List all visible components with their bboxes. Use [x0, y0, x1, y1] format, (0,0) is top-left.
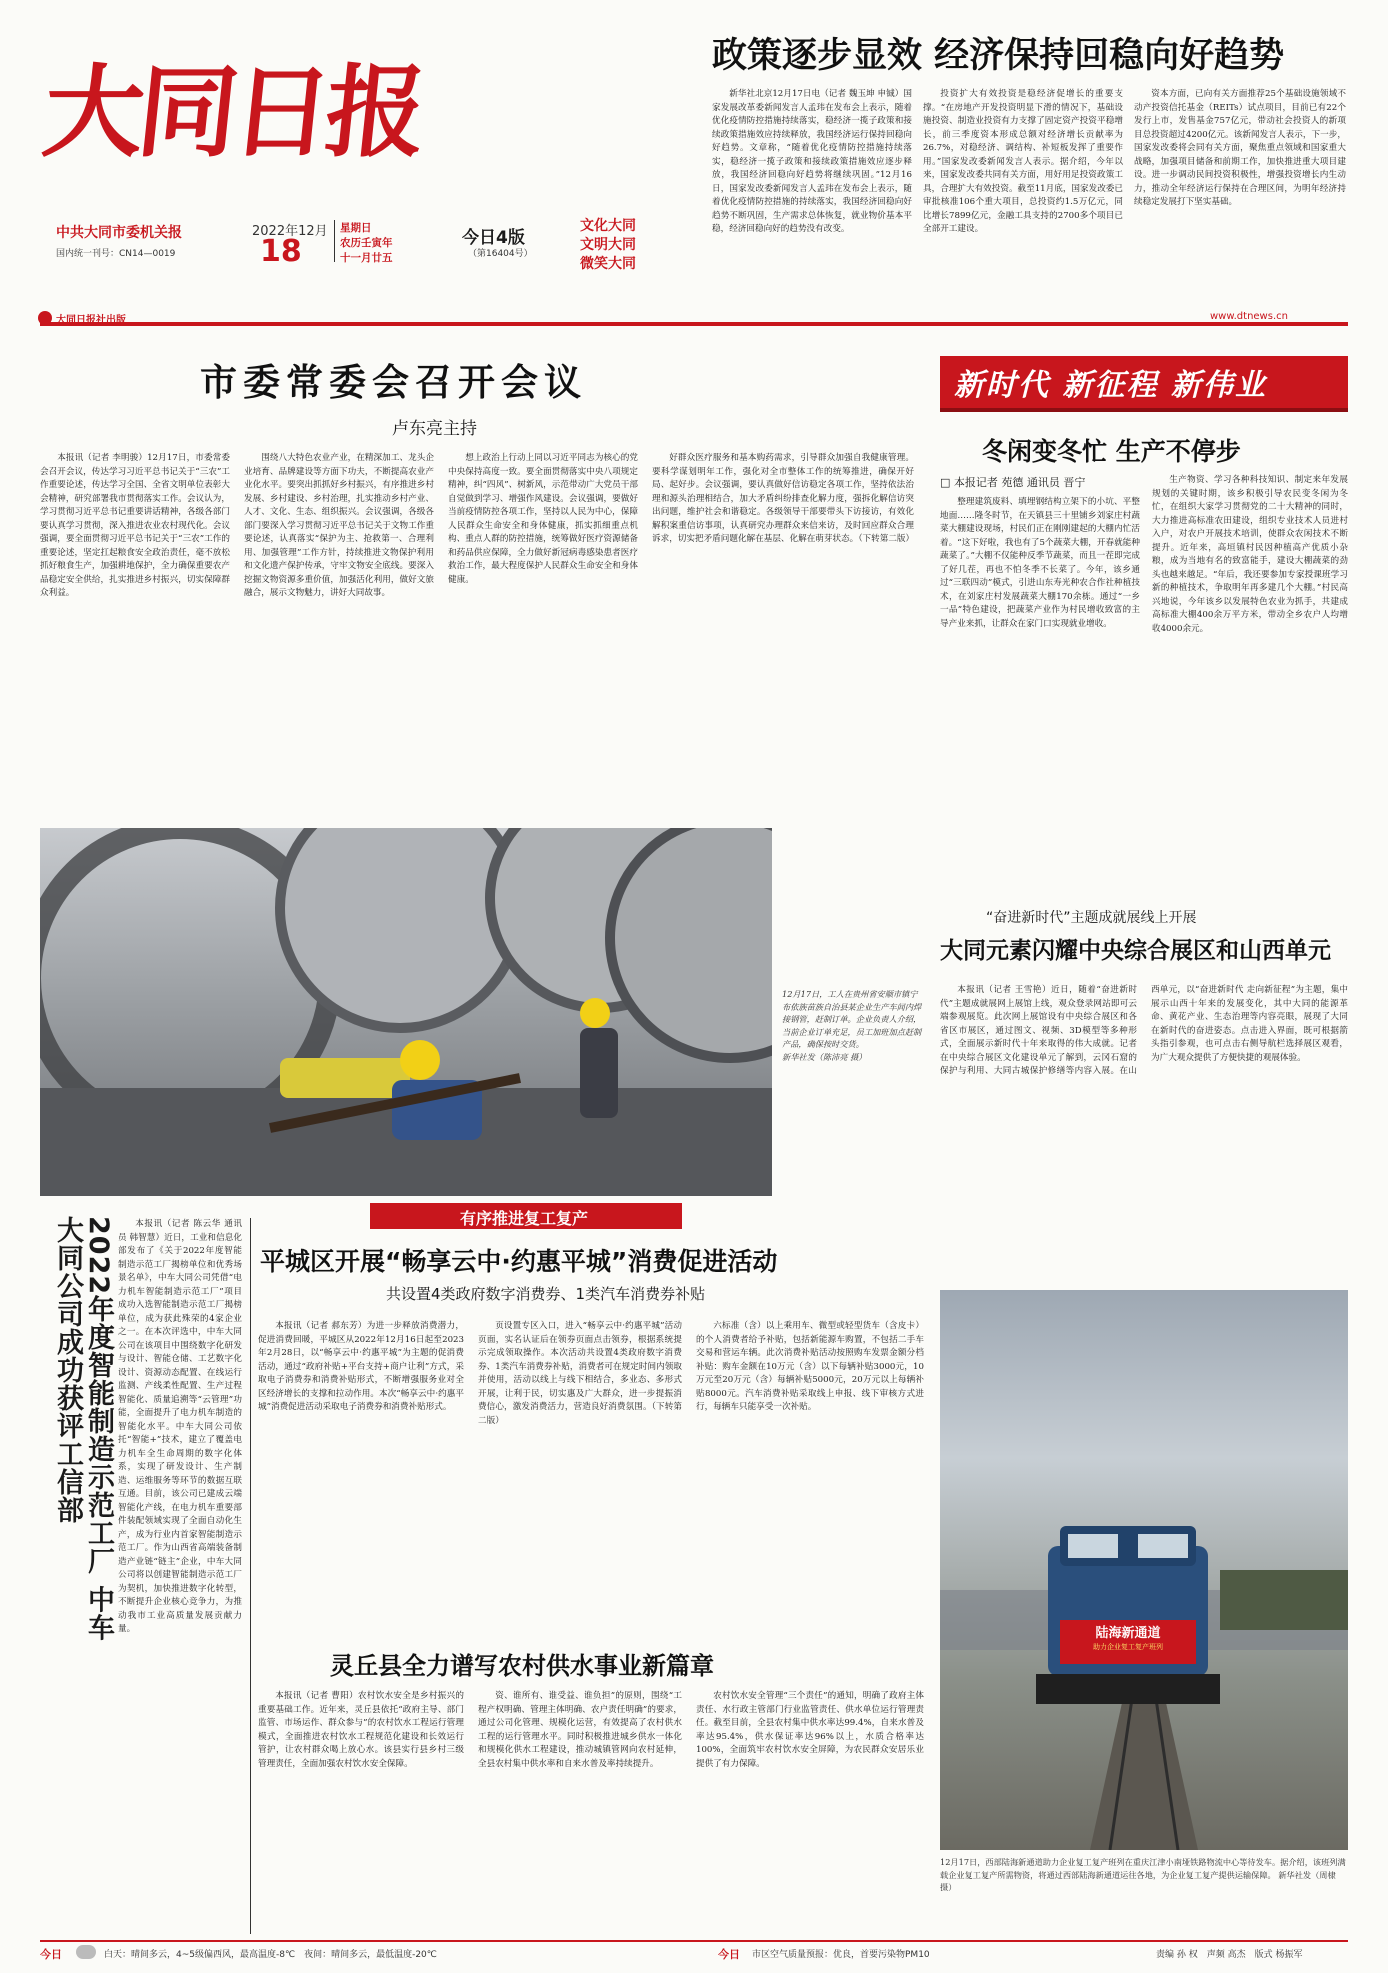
lead-col-2: [923, 88, 1123, 306]
meeting-col-1: [40, 452, 230, 806]
lead-col-3-text: 资本方面，已向有关方面推荐25个基础设施领域不动产投资信托基金（REITs）试点项目，目前已有22个发行上市，发售基金757亿元，带动社会投资人的新项目总投资超过4200亿元。该新闻发言人表示，下一步，国家发改委将会同有关方面，聚焦重点领域和国家重大战略，加强项目储备和前期工作，加快推进重大项目建设。进一步调动民间投资积极性，增强投资增长内生动力，推动全年经济运行保持在合理区间，为明年经济持续稳定发展打下坚实基础。: [1134, 89, 1346, 207]
today-pages: 今日4版: [462, 228, 525, 248]
water-col-2-text: 资、谁所有、谁受益、谁负担”的原则，围绕“工程产权明确、管理主体明确、农户责任明确”的要求，通过公司化管理、规模化运营，有效提高了农村供水工程的运行管理水平。同时积极推进城乡供水一体化和规模化供水工程建设，推动城镇管网向农村延伸，全县农村集中供水率和自来水普及率持续提升。: [478, 1691, 682, 1769]
winter-byline: □ 本报记者 苑德 通讯员 晋宁: [940, 476, 1086, 489]
masthead: [37, 20, 740, 320]
new-era-banner-text: 新时代 新征程 新伟业: [954, 368, 1267, 403]
award-divider: [250, 1218, 251, 1934]
exhibit-body: [940, 984, 1348, 1256]
restart-headline: 平城区开展“畅享云中·约惠平城”消费促进活动: [260, 1247, 778, 1276]
slogan-smile: 微笑大同: [580, 256, 636, 272]
new-era-banner: [940, 356, 1348, 412]
lead-headline: 政策逐步显效 经济保持回稳向好趋势: [712, 36, 1285, 76]
winter-col-1: [940, 496, 1140, 876]
factory-caption-text: 12月17日，工人在贵州省安顺市镇宁布依族苗族自治县某企业生产车间内焊接钢管，赶制订单。企业负责人介绍，当前企业订单充足，员工加班加点赶制产品，确保按时交货。: [782, 989, 922, 1049]
exhibit-kicker: “奋进新时代”主题成就展线上开展: [986, 910, 1197, 926]
train-caption-text: 12月17日，西部陆海新通道助力企业复工复产班列在重庆江津小南垭铁路物流中心等待发车。据介绍，该班列满载企业复工复产所需物资，将通过西部陆海新通道运往各地，为企业复工复产提供运输保障。: [940, 1857, 1346, 1880]
meeting-col-3-text: 想上政治上行动上同以习近平同志为核心的党中央保持高度一致。要全面贯彻落实中央八项规定精神，纠“四风”、树新风，示范带动广大党员干部自觉做到学习、增强作风建设。会议强调，要做好当前疫情防控各项工作，坚持以人民为中心，保障人民群众生命安全和身体健康，抓实抓细重点机构、重点人群的防控措施，统筹做好医疗资源储备和药品供应保障，全力做好新冠病毒感染患者医疗救治工作，最大程度保护人民群众生命安全和身体健康。: [448, 453, 638, 585]
date-day: 18: [260, 234, 302, 269]
publisher-logo-icon: [38, 311, 52, 325]
footer-air-label: 今日: [718, 1948, 740, 1961]
meeting-col-2: [244, 452, 434, 806]
exhibit-headline: 大同元素闪耀中央综合展区和山西单元: [940, 938, 1331, 964]
water-col-3: [696, 1690, 924, 1934]
weekday: 星期日: [340, 222, 372, 234]
factory-photo-caption: [782, 988, 924, 1198]
winter-headline: 冬闲变冬忙 生产不停步: [982, 437, 1241, 466]
masthead-bar: [40, 322, 1348, 326]
footer-air: 市区空气质量预报：优良，首要污染物PM10: [752, 1950, 930, 1960]
date-year-month: 2022年12月: [252, 224, 328, 239]
sponsor-label: 中共大同市委机关报: [56, 225, 182, 241]
water-col-1: [258, 1690, 464, 1934]
award-headline: 2022年度智能制造示范工厂 中车大同公司成功获评工信部: [52, 1216, 114, 1642]
lead-col-3: [1134, 88, 1346, 306]
factory-photo: [40, 828, 772, 1196]
lunar-day: 十一月廿五: [340, 252, 393, 264]
winter-col-2: [1152, 474, 1348, 876]
train-caption-credit: 新华社发（周棣 摄）: [940, 1869, 1336, 1892]
meeting-headline: 市委常委会召开会议: [200, 361, 587, 404]
meeting-col-2-text: 围绕八大特色农业产业，在精深加工、龙头企业培育、品牌建设等方面下功夫，不断提高农业产业化水平。要突出抓抓好乡村振兴，有序推进乡村发展、乡村建设、乡村治理，扎实推动乡村产业、人才、文化、生态、组织振兴。会议强调，各级各部门要深入学习贯彻习近平总书记关于文物工作重要论述，认真落实“保护为主、抢救第一、合理利用、加强管理”工作方针，持续推进文物保护利用和文化遗产保护传承，守牢文物安全底线。要深入挖掘文物资源多重价值，加强活化利用，做好文旅融合，展示文物魅力，讲好大同故事。: [244, 453, 434, 598]
issue-number: （第16404号）: [468, 249, 533, 259]
restart-col-1: [258, 1320, 464, 1620]
footer-staff: 责编 孙 权 声频 高杰 版式 杨振军: [1156, 1950, 1303, 1960]
meeting-col-4: [652, 452, 914, 806]
factory-photo-illustration: [40, 828, 772, 1196]
restart-col-3: [696, 1320, 924, 1620]
date-divider: [334, 220, 335, 262]
footer-weather-label: 今日: [40, 1948, 62, 1961]
train-sign-line1: 陆海新通道: [1095, 1626, 1161, 1641]
water-col-1-text: 本报讯（记者 曹阳）农村饮水安全是乡村振兴的重要基础工作。近年来，灵丘县依托“政府主导、部门监管、市场运作、群众参与”的农村饮水工程运行管理模式，全面推进农村饮水工程规范化建设和长效运行管护，让农村群众喝上放心水。该县实行县乡村三级管理责任，全面加强农村饮水安全保障。: [258, 1691, 464, 1769]
slogan-culture: 文化大同: [580, 218, 636, 234]
lunar-year: 农历壬寅年: [340, 237, 393, 249]
train-photo-caption: [940, 1856, 1348, 1932]
restart-col-3-text: 六标准（含）以上乘用车、微型或轻型货车（含皮卡）的个人消费者给予补贴，包括新能源车购置，不包括二手车交易和营运车辆。此次消费补贴活动按照购车发票金额分档补贴：购车金额在10万元（含）以下每辆补贴3000元，10万元至20万元（含）每辆补贴5000元，20万元以上每辆补贴8000元。汽车消费补贴采取线上申报、线下审核方式进行，每辆车只能享受一次补贴。: [696, 1321, 924, 1412]
newspaper-logo: 大同日报: [37, 53, 427, 171]
slogan-civilization: 文明大同: [580, 237, 636, 253]
meeting-col-3: [448, 452, 638, 806]
award-body: [118, 1218, 242, 1934]
lead-col-1: [712, 88, 912, 306]
meeting-subhead: 卢东亮主持: [392, 419, 477, 439]
restart-section-banner-text: 有序推进复工复产: [460, 1209, 589, 1228]
award-body-text: 本报讯（记者 陈云华 通讯员 韩智慧）近日，工业和信息化部发布了《关于2022年度智能制造示范工厂揭榜单位和优秀场景名单》，中车大同公司凭借“电力机车智能制造示范工厂”项目成功入选智能制造示范工厂揭榜单位，成为获此殊荣的4家企业之一。在本次评选中，中车大同公司在该项目中围绕数字化研发与设计、智能仓储、工艺数字化设计、资源动态配置、在线运行监测、产线柔性配置、生产过程智能化、质量追溯等“云管理”功能，全面提升了电力机车制造的智能化水平。中车大同公司依托“智能+”技术，建立了覆盖电力机车全生命周期的数字化体系，实现了研发设计、生产制造、运维服务等环节的数据互联互通。目前，该公司已建成云端智能化产线，在电力机车重要部件装配领域实现了全面自动化生产，成为行业内首家智能制造示范工厂。作为山西省高端装备制造产业链“链主”企业，中车大同公司将以创建智能制造示范工厂为契机，加快推进数字化转型，不断提升企业核心竞争力，为推动我市工业高质量发展贡献力量。: [118, 1219, 242, 1634]
footer-rule: [40, 1940, 1348, 1942]
publisher-label: 大同日报社出版: [56, 315, 126, 326]
meeting-col-4-text: 好群众医疗服务和基本购药需求，引导群众加强自我健康管理。要科学谋划明年工作，强化对全市整体工作的统筹推进，确保开好局、起好步。会议强调，要认真做好信访稳定各项工作，坚持依法治理和源头治理相结合，加大矛盾纠纷排查化解力度，强拆化解信访突出问题，维护社会和谐稳定。各级领导干部要带头下访接访，有效化解积案重信访事项，认真研究办理群众来信来访，及时回应群众合理诉求，切实把矛盾问题化解在基层、化解在萌芽状态。（下转第二版）: [652, 453, 914, 544]
water-col-3-text: 农村饮水安全管理“三个责任”的通知，明确了政府主体责任、水行政主管部门行业监管责任、供水单位运行管理责任。截至目前，全县农村集中供水率达99.4%，自来水普及率达95.4%，供水保证率达96%以上，水质合格率达100%，全面筑牢农村饮水安全屏障，为农民群众安居乐业提供了有力保障。: [696, 1691, 924, 1769]
exhibit-body-text: 本报讯（记者 王雪艳）近日，随着“奋进新时代”主题成就展网上展馆上线，观众登录网站即可云端参观展览。此次网上展馆设有中央综合展区和各省区市展区，通过图文、视频、3D模型等多种形式，全面展示新时代十年来取得的伟大成就。记者在中央综合展区文化建设单元了解到，云冈石窟的保护与利用、大同古城保护修缮等内容入展。在山西单元，以“奋进新时代 走向新征程”为主题，集中展示山西十年来的发展变化，其中大同的能源革命、黄花产业、生态治理等内容亮眼，展现了大同在新时代的奋进姿态。点击进入界面，既可根据箭头指引参观，也可点击右侧导航栏选择展区观看，为广大观众提供了方便快捷的观展体验。: [940, 985, 1348, 1076]
factory-caption-credit: 新华社发（陈沛亮 摄）: [782, 1051, 867, 1062]
water-headline: 灵丘县全力谱写农村供水事业新篇章: [330, 1652, 714, 1680]
winter-col-2-text: 生产物资、学习各种科技知识、制定来年发展规划的关键时期，该乡积极引导农民变冬闲为冬忙，在组织大家学习贯彻党的二十大精神的同时，大力推进高标准农田建设，组织专业技术人员进村入户，对农户开展技术培训，使群众农闲技术不断提升。近年来，高垣镇村民因种植高产优质小杂粮，成为当地有名的致富能手，建设大棚蔬菜的劲头也越来越足。“年后，我还要参加专家授课班学习新的种植技术，争取明年再多建几个大棚。”村民高兴地说，今年该乡以发展特色农业为抓手，共建成高标准大棚400余万平方米，带动全乡农户人均增收4000余元。: [1152, 475, 1348, 634]
restart-col-2: [478, 1320, 682, 1620]
winter-col-1-text: 整理建筑废料、填埋钢结构立架下的小坑、平整地面……隆冬时节，在天镇县三十里铺乡刘家庄村蔬菜大棚建设现场，村民们正在刚刚建起的大棚内忙活着。“这下好啦，我也有了5个蔬菜大棚，开春就能种蔬菜了。”大棚不仅能种反季节蔬菜，而且一茬即完成了好几茬，再也不怕冬季不长菜了。今年，该乡通过“三联四动”模式，引进山东寿光种农合作社种植技术，在刘家庄村发展蔬菜大棚170余栋。通过“一乡一品”特色建设，把蔬菜产业作为村民增收致富的主导产业来抓，让群众在家门口实现就业增收。: [940, 497, 1140, 629]
restart-subhead: 共设置4类政府数字消费券、1类汽车消费券补贴: [386, 1285, 706, 1303]
water-col-2: [478, 1690, 682, 1934]
lead-col-2-text: 投资扩大有效投资是稳经济促增长的重要支撑。“在房地产开发投资明显下滑的情况下，基础设施投资、制造业投资有力支撑了固定资产投资平稳增长，前三季度资本形成总额对经济增长贡献率为26.7%，对稳经济、调结构、补短板发挥了重要作用。”国家发改委新闻发言人表示。据介绍，今年以来，国家发改委共同有关方面，用好用足投资政策工具，合理扩大有效投资。截至11月底，国家发改委已审批核准106个重大项目，总投资约1.5万亿元，同比增长7899亿元，金融工具支持的2700多个项目已全部开工建设。: [923, 89, 1123, 234]
restart-col-2-text: 页设置专区入口，进入“畅享云中·约惠平城”活动页面，实名认证后在领券页面点击领券，根据系统提示完成领取操作。本次活动共设置4类政府数字消费券、1类汽车消费券补贴，消费者可在规定时间内领取并使用，活动以线上与线下相结合，多业态、多形式开展，让利于民，切实惠及广大群众，进一步提振消费信心，激发消费活力，营造良好消费氛围。（下转第二版）: [478, 1321, 682, 1426]
train-illustration: [940, 1290, 1348, 1850]
train-sign-line2: 助力企业复工复产班列: [1093, 1643, 1163, 1651]
train-photo: [940, 1290, 1348, 1850]
lead-col-1-text: 新华社北京12月17日电（记者 魏玉坤 申铖）国家发展改革委新闻发言人孟玮在发布会上表示，随着优化疫情防控措施持续落实，稳经济一揽子政策和接续政策措施效应持续释放，我国经济运行保持回稳向好趋势。文章称，“随着优化疫情防控措施持续落实，稳经济一揽子政策和接续政策措施效应逐步释放，我国经济回稳向好趋势将继续巩固。”12月16日，国家发改委新闻发言人孟玮在发布会上表示，随着优化疫情防控措施的持续落实，我国经济回稳向好趋势不断巩固，生产需求总体恢复，就业物价基本平稳，经济回稳向好的趋势没有改变。: [712, 89, 912, 234]
cn-number: 国内统一刊号：CN14—0019: [56, 249, 176, 259]
footer-weather: 白天：晴间多云，4~5级偏西风，最高温度-8℃ 夜间：晴间多云，最低温度-20℃: [104, 1950, 437, 1960]
meeting-col-1-text: 本报讯（记者 李明骏）12月17日，市委常委会召开会议，传达学习习近平总书记关于“三农”工作重要论述，传达学习全国、全省文明单位表彰大会精神，研究部署我市贯彻落实工作。会议认为，学习贯彻习近平总书记重要讲话精神，各级各部门要认真学习贯彻，深入推进农业农村现代化。会议强调，要全面贯彻习近平总书记关于“三农”工作的重要论述，坚定扛起粮食安全政治责任，毫不放松抓好粮食生产，加强耕地保护，全力确保重要农产品稳定安全供给，扎实推进乡村振兴，切实保障群众利益。: [40, 453, 230, 598]
restart-section-banner: [370, 1203, 682, 1229]
restart-col-1-text: 本报讯（记者 郝东芳）为进一步释放消费潜力，促进消费回暖，平城区从2022年12月16日起至2023年2月28日，以“畅享云中·约惠平城”为主题的促消费活动，通过“政府补贴+平台支持+商户让利”方式，采取电子消费券和消费补贴形式，不断增强服务业对全区经济增长的支撑和拉动作用。本次“畅享云中·约惠平城”消费促进活动采取电子消费券和消费补贴形式。: [258, 1321, 464, 1412]
website-url[interactable]: www.dtnews.cn: [1210, 311, 1288, 322]
cloud-sun-icon: [76, 1945, 96, 1959]
